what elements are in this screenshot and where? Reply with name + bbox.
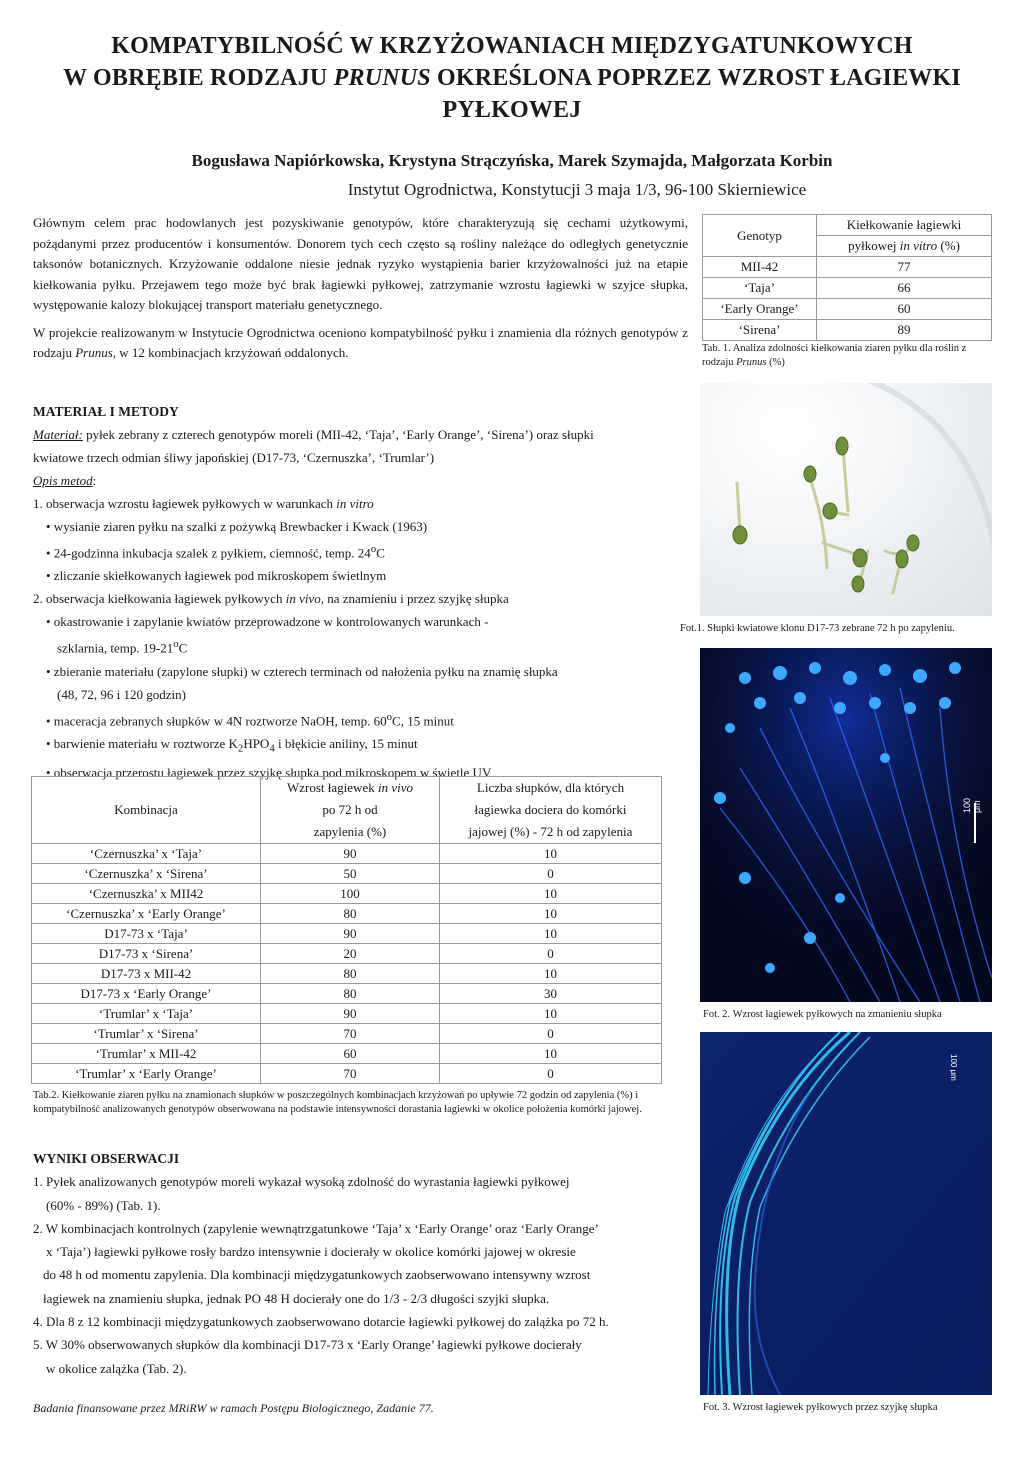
b2-degree: o [370, 543, 377, 555]
table2-caption: Tab.2. Kiełkowanie ziaren pyłku na znamionach słupków w poszczególnych kombinacjach krzyżowań po upływie 72 godzin od zapylenia (%) i kompatybilność analizowanych genotypów obserwowana na podstawie intensywności dorastania łagiewki w okolice położenia komórki jajowej. [33, 1090, 642, 1115]
method-item-2-text: 2. obserwacja kiełkowania łagiewek pyłkowych [33, 591, 286, 607]
cell-growth: 100 [261, 884, 440, 904]
table-row [32, 1024, 662, 1044]
cell-combination: D17-73 x ‘Taja’ [32, 924, 261, 944]
cell-value: 89 [817, 320, 992, 341]
scale-bar-label: 100 μm [962, 797, 982, 813]
cap1-c: (%) [766, 357, 785, 368]
b7-sub1: 2 [237, 742, 244, 755]
result-item-cont: x ‘Taja’) łagiewki pyłkowe rosły bardzo intensywnie i docierały w okolice komórki jajowej w okresie [46, 1244, 576, 1260]
header-germination-2d: (%) [937, 238, 960, 253]
method-item-2 [33, 587, 673, 610]
intro-p2-c: , w 12 kombinacjach krzyżowań oddalonych. [112, 345, 349, 360]
material-line [33, 423, 673, 446]
methods-colon: : [92, 473, 97, 488]
table-crosses [31, 776, 662, 1084]
cell-combination: ‘Czernuszka’ x MII42 [32, 884, 261, 904]
cap1-genus: Prunus [736, 357, 767, 368]
photo-style-uv [700, 1032, 992, 1395]
results-heading: WYNIKI OBSERWACJI [33, 1151, 180, 1166]
photo-pistils [700, 383, 992, 616]
photo3-caption: Fot. 3. Wzrost łagiewek pyłkowych przez szyjkę słupka [703, 1402, 938, 1413]
table-row [32, 924, 662, 944]
b2-text: • 24-godzinna inkubacja szalek z pyłkiem, ciemność, temp. 24 [46, 545, 371, 561]
cell-combination: ‘Trumlar’ x ‘Early Orange’ [32, 1064, 261, 1084]
cell-genotype: MII-42 [703, 257, 817, 278]
header-growth-2: po 72 h od [322, 802, 378, 817]
material-label: Materiał: [33, 427, 83, 442]
cell-combination: D17-73 x ‘Early Orange’ [32, 984, 261, 1004]
method-item-2-italic: in vivo, [285, 591, 324, 607]
cell-growth: 80 [261, 904, 440, 924]
cell-growth: 80 [261, 964, 440, 984]
method-bullet-cont [33, 633, 673, 659]
cell-combination: ‘Czernuszka’ x ‘Early Orange’ [32, 904, 261, 924]
table-row [703, 299, 992, 320]
authors: Bogusława Napiórkowska, Krystyna Strączyńska, Marek Szymajda, Małgorzata Korbin [191, 151, 833, 170]
table-row [32, 904, 662, 924]
title-line-2-c: OKREŚLONA POPRZEZ WZROST ŁAGIEWKI [430, 65, 961, 91]
result-item-cont: w okolice zalążka (Tab. 2). [46, 1360, 187, 1376]
table-row [32, 884, 662, 904]
method-bullet: • okastrowanie i zapylanie kwiatów przeprowadzone w kontrolowanych warunkach - [46, 614, 489, 630]
cell-growth: 90 [261, 844, 440, 864]
table-row [32, 984, 662, 1004]
scale-bar-label: 100 μm [949, 1054, 958, 1081]
method-item-1-text: 1. obserwacja wzrostu łagiewek pyłkowych w warunkach [33, 496, 337, 511]
b4-degree: o [173, 638, 179, 651]
h2a: Wzrost łagiewek [287, 780, 378, 795]
b2-unit: C [376, 545, 385, 561]
cell-growth: 20 [261, 944, 440, 964]
cell-growth: 90 [261, 1004, 440, 1024]
cell-count: 0 [440, 1064, 662, 1084]
method-bullet: • zliczanie skiełkowanych łagiewek pod mikroskopem świetlnym [46, 568, 387, 584]
header-count-2: łagiewka dociera do komórki [474, 802, 627, 817]
methods-section [33, 400, 673, 784]
cell-combination: D17-73 x MII-42 [32, 964, 261, 984]
b7-text: • barwienie materiału w roztworze K [46, 735, 238, 751]
cell-genotype: ‘Early Orange’ [703, 299, 817, 320]
header-growth [261, 777, 440, 844]
header-growth-1 [265, 777, 435, 799]
result-item-cont: (60% - 89%) (Tab. 1). [46, 1197, 161, 1213]
intro-paragraph-2 [33, 323, 688, 364]
style-illustration [700, 1032, 992, 1395]
cap1-a: Tab. 1. Analiza zdolności kiełkowania ziaren pyłku dla roślin z rodzaju [702, 343, 967, 368]
b4-cont-text: szklarnia, temp. 19-21 [57, 640, 174, 656]
table-row [32, 1004, 662, 1024]
result-item-cont: do 48 h od momentu zapylenia. Dla kombinacji międzygatunkowych zaobserwowano intensywny wzrost [43, 1267, 591, 1283]
cell-growth: 70 [261, 1064, 440, 1084]
cell-count: 10 [440, 884, 662, 904]
funding-note: Badania finansowane przez MRiRW w ramach Postępu Biologicznego, Zadanie 77. [33, 1401, 434, 1415]
methods-label: Opis metod [33, 473, 93, 488]
cell-combination: D17-73 x ‘Sirena’ [32, 944, 261, 964]
title-line-2 [40, 62, 984, 94]
cell-count: 0 [440, 1024, 662, 1044]
table-header-row [32, 777, 662, 844]
table-body [32, 844, 662, 1084]
photo-stigma-uv [700, 648, 992, 1002]
table-row [32, 1044, 662, 1064]
title-line-1: KOMPATYBILNOŚĆ W KRZYŻOWANIACH MIĘDZYGATUNKOWYCH [111, 33, 913, 59]
method-bullet [33, 538, 673, 564]
table1-caption [702, 342, 992, 370]
cell-combination: ‘Czernuszka’ x ‘Sirena’ [32, 864, 261, 884]
method-item-1-italic: in vitro [336, 496, 374, 511]
material-text: pyłek zebrany z czterech genotypów moreli (MII-42, ‘Taja’, ‘Early Orange’, ‘Sirena’) oraz słupki [82, 427, 594, 442]
cell-genotype: ‘Sirena’ [703, 320, 817, 341]
cell-count: 0 [440, 944, 662, 964]
table-row [32, 864, 662, 884]
result-item-cont: łagiewek na znamieniu słupka, jednak PO 48 H docierały one do 1/3 - 2/3 długości szyjki słupka. [43, 1290, 550, 1306]
method-bullet [33, 706, 673, 732]
intro-p2-a: W projekcie realizowanym w Instytucie Ogrodnictwa oceniono kompatybilność pyłku i znamienia dla różnych genotypów z rodzaju [33, 324, 688, 360]
introduction [33, 213, 688, 371]
table-germination [702, 214, 992, 341]
table-header-row [703, 215, 992, 236]
cell-count: 10 [440, 924, 662, 944]
cell-value: 60 [817, 299, 992, 320]
cell-count: 30 [440, 984, 662, 1004]
cell-combination: ‘Trumlar’ x MII-42 [32, 1044, 261, 1064]
title-line-3: PYŁKOWEJ [442, 97, 582, 123]
method-item-2-rest: na znamieniu i przez szyjkę słupka [323, 591, 509, 607]
header-in-vivo: in vivo [377, 780, 413, 795]
cell-growth: 80 [261, 984, 440, 1004]
b7-sub2: 4 [269, 742, 275, 755]
table-row [703, 257, 992, 278]
photo1-caption: Fot.1. Słupki kwiatowe klonu D17-73 zebrane 72 h po zapyleniu. [680, 623, 955, 634]
pistils-illustration [700, 383, 992, 616]
b6-rest: C, 15 minut [392, 712, 454, 728]
intro-paragraph-1: Głównym celem prac hodowlanych jest pozyskiwanie genotypów, które charakteryzują się cechami użytkowymi, pożądanymi przez producentów i konsumentów. Donorem tych cech często są rośliny należące do odległych genetycznie taksonów botanicznych. Krzyżowanie oddalone niesie jednak ryzyko wystąpienia barier krzyżowalności już na etapie kiełkowania pyłku. Przejawem tego może być brak łagiewki pyłkowej, zatrzymanie wzrostu łagiewki w szyjce słupka, występowanie kalozy blokującej transport materiału genetycznego. [33, 215, 688, 312]
cell-growth: 90 [261, 924, 440, 944]
header-genotype: Genotyp [703, 215, 817, 257]
method-bullet: • wysianie ziaren pyłku na szalki z pożywką Brewbacker i Kwack (1963) [46, 519, 428, 534]
method-bullet [33, 732, 673, 761]
result-item: 5. W 30% obserwowanych słupków dla kombinacji D17-73 x ‘Early Orange’ łagiewki pyłkowe docierały [33, 1337, 582, 1353]
method-item-1 [33, 492, 673, 515]
cell-count: 10 [440, 964, 662, 984]
b6-text: • maceracja zebranych słupków w 4N roztworze NaOH, temp. 60 [46, 712, 387, 728]
table-row [32, 844, 662, 864]
header-growth-3: zapylenia (%) [313, 824, 387, 839]
title-genus: PRUNUS [333, 65, 431, 91]
cell-value: 66 [817, 278, 992, 299]
photo2-caption: Fot. 2. Wzrost łagiewek pyłkowych na zmanieniu słupka [703, 1009, 942, 1020]
cell-combination: ‘Trumlar’ x ‘Sirena’ [32, 1024, 261, 1044]
header-in-vitro: in vitro [899, 238, 938, 253]
header-germination-2 [817, 236, 992, 257]
cell-genotype: ‘Taja’ [703, 278, 817, 299]
method-bullet-cont: (48, 72, 96 i 120 godzin) [57, 686, 186, 702]
cell-growth: 50 [261, 864, 440, 884]
result-item: 1. Pyłek analizowanych genotypów moreli wykazał wysoką zdolność do wyrastania łagiewki pyłkowej [33, 1174, 570, 1190]
b7-hpo: HPO [243, 735, 270, 751]
b6-degree: o [386, 710, 393, 723]
cell-count: 10 [440, 844, 662, 864]
header-germination-1: Kiełkowanie łagiewki [817, 215, 992, 236]
method-bullet: • obserwacja przerostu łagiewek przez szyjkę słupka pod mikroskopem w świetle UV [46, 764, 492, 780]
header-count-1: Liczba słupków, dla których [476, 780, 625, 795]
material-line-2: kwiatowe trzech odmian śliwy japońskiej (D17-73, ‘Czernuszka’, ‘Trumlar’) [33, 450, 435, 465]
cell-count: 0 [440, 864, 662, 884]
cell-growth: 70 [261, 1024, 440, 1044]
header-combination: Kombinacja [32, 777, 261, 844]
b7-rest: i błękicie aniliny, 15 minut [274, 735, 418, 751]
methods-heading: MATERIAŁ I METODY [33, 404, 179, 419]
table-row [703, 278, 992, 299]
table-row [703, 320, 992, 341]
cell-growth: 60 [261, 1044, 440, 1064]
poster-title [40, 30, 984, 126]
intro-genus: Prunus [75, 345, 113, 360]
table-row [32, 944, 662, 964]
results-section [33, 1147, 683, 1380]
title-line-2-a: W OBRĘBIE RODZAJU [63, 65, 334, 91]
table-row [32, 1064, 662, 1084]
header-germination-2a: pyłkowej [848, 238, 900, 253]
cell-value: 77 [817, 257, 992, 278]
affiliation: Instytut Ogrodnictwa, Konstytucji 3 maja 1/3, 96-100 Skierniewice [347, 180, 807, 199]
methods-label-line [33, 469, 673, 492]
cell-count: 10 [440, 1004, 662, 1024]
header-count [440, 777, 662, 844]
stigma-illustration [700, 648, 992, 1002]
header-count-3: jajowej (%) - 72 h od zapylenia [468, 824, 633, 839]
result-item: 2. W kombinacjach kontrolnych (zapylenie wewnątrzgatunkowe ‘Taja’ x ‘Early Orange’ oraz ‘Early Orange’ [33, 1220, 599, 1236]
b4-unit: C [178, 640, 188, 656]
cell-combination: ‘Trumlar’ x ‘Taja’ [32, 1004, 261, 1024]
cell-combination: ‘Czernuszka’ x ‘Taja’ [32, 844, 261, 864]
table-row [32, 964, 662, 984]
method-bullet: • zbieranie materiału (zapylone słupki) w czterech terminach od nałożenia pyłku na znamię słupka [46, 663, 558, 679]
cell-count: 10 [440, 904, 662, 924]
result-item: 4. Dla 8 z 12 kombinacji międzygatunkowych zaobserwowano dotarcie łagiewki pyłkowej do zalążka po 72 h. [33, 1314, 609, 1330]
cell-count: 10 [440, 1044, 662, 1064]
